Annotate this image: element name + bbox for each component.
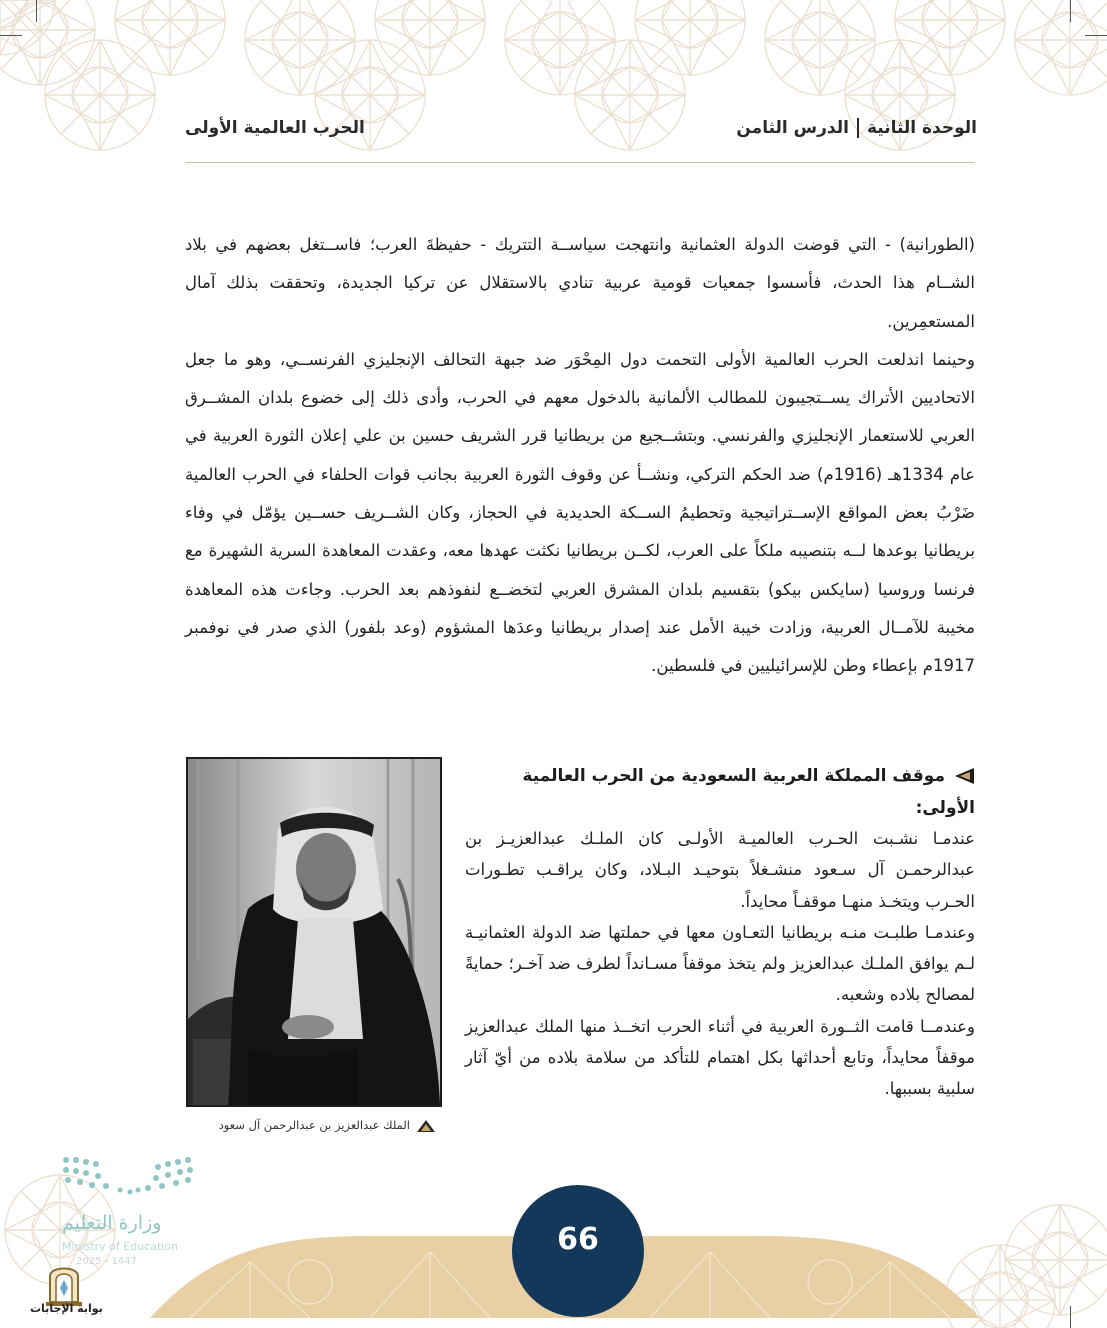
crop-mark: [0, 35, 22, 36]
king-abdulaziz-photo: [186, 757, 442, 1107]
paragraph: وعندمــا قامت الثــورة العربية في أثناء الحرب اتخــذ منها الملك عبدالعزيز موقفاً محايداً، وتابع أحداثها بكل اهتمام للتأكد من سلامة بلاده من أيّ آثار سلبية بسببها.: [465, 1016, 975, 1099]
topic-title: الحرب العالمية الأولى: [185, 118, 365, 138]
section-title-text: موقف المملكة العربية السعودية من الحرب العالمية الأولى:: [522, 766, 975, 818]
caption-text: الملك عبدالعزيز بن عبدالرحمن آل سعود: [218, 1118, 410, 1132]
ministry-year: 2025 - 1447: [76, 1256, 137, 1267]
section-heading: [500, 760, 975, 824]
paragraph: (الطورانية) - التي قوضت الدولة العثمانية وانتهجت سياســة التتريك - حفيظةَ العرب؛ فاســتغل بعضهم في بلاد الشــام هذا الحدث، فأسسوا جمعيات قومية عربية تنادي بالاستقلال عن تركيا الجديدة، وتحققت بذلك آمال المستعمِرين.: [185, 235, 975, 331]
arrow-marker-icon: [953, 767, 975, 785]
paragraph: وعندمـا طلبـت منـه بريطانيا التعـاون معها في حملتها ضد الدولة العثمانيـة لـم يوافق الملـك عبدالعزيز ولم يتخذ موقفاً مسـانداً لطرف ضد آخـر؛ حمايةً لمصالح بلاده وشعبه.: [465, 922, 975, 1005]
photo-caption: [186, 1118, 436, 1133]
main-body-text: [185, 226, 975, 686]
lesson-label: الدرس الثامن: [736, 118, 849, 138]
triangle-bullet-icon: [416, 1119, 436, 1133]
section-body-text: [465, 823, 975, 1105]
ministry-name-arabic: وزارة التعليم: [62, 1212, 162, 1234]
unit-label: الوحدة الثانية: [866, 118, 977, 138]
crop-mark: [1070, 1306, 1071, 1328]
paragraph: وحينما اندلعت الحرب العالمية الأولى التحمت دول المِحْوَر ضد جبهة التحالف الإنجليزي الفرنســي، وهو ما جعل الاتحاديين الأتراك يســتجيبون للمطالب الألمانية بالدخول معهم في الحرب، وأدى ذلك إلى خضوع بلدان المشــرق العربي للاستعمار الإنجليزي والفرنسي. وبتشــجيع من بريطانيا قرر الشريف حسين بن علي إعلان الثورة العربية في عام 1334هـ (1916م) ضد الحكم التركي، ونشــأ عن وقوف الثورة العربية بجانب قوات الحلفاء في الحرب العالمية ضَرْبُ بعض المواقع الإســتراتيجية وتحطيمُ الســكة الحديدية في الحجاز، وكان الشــريف حســين يؤمّل في وفاء بريطانيا بوعدها لــه بتنصيبه ملكاً على العرب، لكــن بريطانيا نكثت عهدها معه، وعقدت المعاهدة السرية الشهيرة مع فرنسا وروسيا (سايكس بيكو) بتقسيم بلدان المشرق العربي لتخضــع لنفوذهم بعد الحرب. وجاءت هذه المعاهدة مخيبة للآمــال العربية، وزادت خيبة الأمل عند إصدار بريطانيا وعدَها المشؤوم (وعد بلفور) الذي صدر في نوفمبر 1917م بإعطاء وطن للإسرائيليين في فلسطين.: [185, 349, 976, 676]
header-divider: [185, 162, 975, 163]
header-separator: [857, 118, 859, 138]
ministry-name-english: Ministry of Education: [62, 1240, 179, 1253]
crop-mark: [36, 0, 37, 22]
crop-mark: [1085, 35, 1107, 36]
unit-lesson-title: [736, 118, 977, 138]
page-header: [185, 112, 977, 152]
page-number: 66: [557, 1222, 599, 1257]
watermark-text: بوابة الإجابات: [30, 1302, 103, 1315]
paragraph: عندمـا نشـبت الحـرب العالميـة الأولـى كان الملـك عبدالعزيـز بن عبدالرحمـن آل سـعود منشـغلاً بتوحيـد البـلاد، وكان يراقـب تطـورات الحـرب ويتخـذ منهـا موقفـاً محايداً.: [465, 829, 975, 911]
crop-mark: [1070, 0, 1071, 22]
